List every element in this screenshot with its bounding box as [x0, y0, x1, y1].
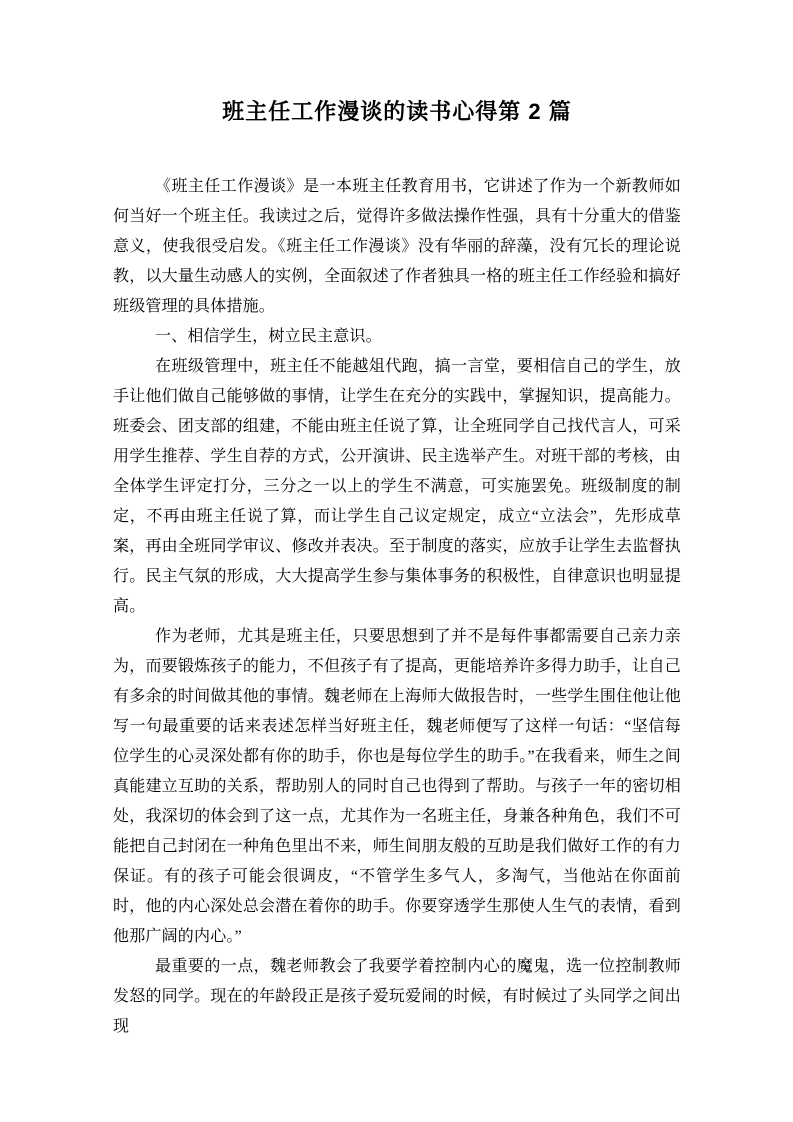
document-body: [113, 172, 681, 1042]
paragraph-intro: 《班主任工作漫谈》是一本班主任教育用书，它讲述了作为一个新教师如何当好一个班主任。我读过之后，觉得许多做法操作性强，具有十分重大的借鉴意义，使我很受启发。《班主任工作漫谈》没有华丽的辞藻，没有冗长的理论说教，以大量生动感人的实例，全面叙述了作者独具一格的班主任工作经验和搞好班级管理的具体措施。: [113, 178, 681, 315]
paragraph-section-heading: 一、相信学生，树立民主意识。: [155, 328, 382, 345]
paragraph-teacher-helpers: 作为老师，尤其是班主任，只要思想到了并不是每件事都需要自己亲力亲为，而要锻炼孩子的能力，不但孩子有了提高，更能培养许多得力助手，让自己有多余的时间做其他的事情。魏老师在上海师大做报告时，一些学生围住他让他写一句最重要的话来表述怎样当好班主任，魏老师便写了这样一句话：“坚信每位学生的心灵深处都有你的助手，你也是每位学生的助手。”在我看来，师生之间真能建立互助的关系，帮助别人的同时自己也得到了帮助。与孩子一年的密切相处，我深切的体会到了这一点，尤其作为一名班主任，身兼各种角色，我们不可能把自己封闭在一种角色里出不来，师生间朋友般的互助是我们做好工作的有力保证。有的孩子可能会很调皮，“不管学生多气人，多淘气，当他站在你面前时，他的内心深处总会潜在着你的助手。你要穿透学生那使人生气的表情，看到他那广阔的内心。”: [113, 628, 681, 945]
document-title: 班主任工作漫谈的读书心得第 2 篇: [222, 99, 572, 124]
paragraph-most-important: 最重要的一点，魏老师教会了我要学着控制内心的魔鬼，选一位控制教师发怒的同学。现在的年龄段正是孩子爱玩爱闹的时候，有时候过了头同学之间出现: [113, 958, 681, 1035]
paragraph-class-management: 在班级管理中，班主任不能越俎代跑，搞一言堂，要相信自己的学生，放手让他们做自己能够做的事情，让学生在充分的实践中，掌握知识，提高能力。班委会、团支部的组建，不能由班主任说了算，让全班同学自己找代言人，可采用学生推荐、学生自荐的方式，公开演讲、民主选举产生。对班干部的考核，由全体学生评定打分，三分之一以上的学生不满意，可实施罢免。班级制度的制定，不再由班主任说了算，而让学生自己议定规定，成立“立法会”，先形成草案，再由全班同学审议、修改并表决。至于制度的落实，应放手让学生去监督执行。民主气氛的形成，大大提高学生参与集体事务的积极性，自律意识也明显提高。: [113, 358, 681, 615]
